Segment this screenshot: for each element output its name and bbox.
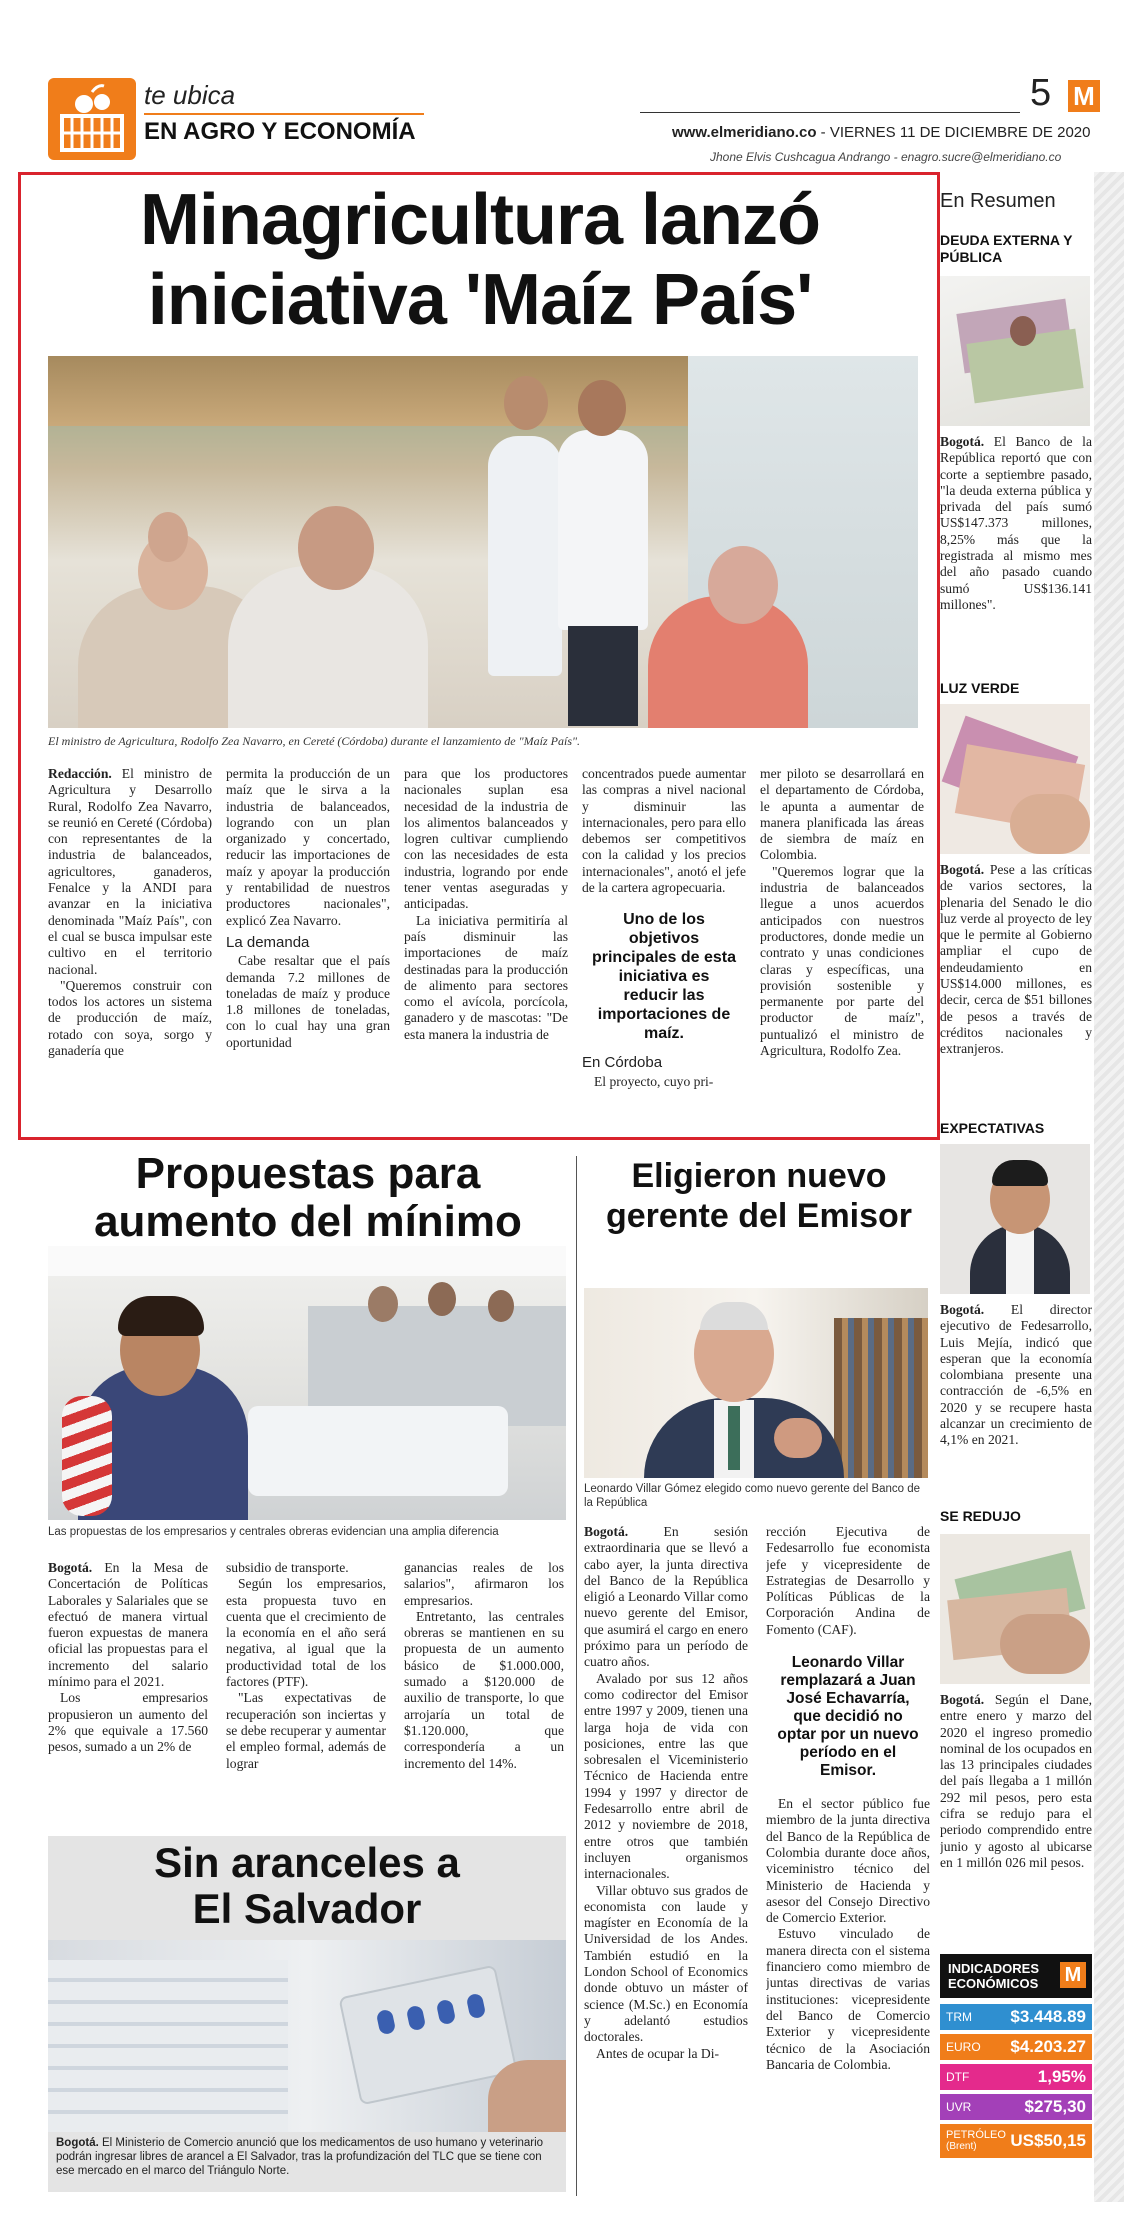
sidebar-item-1-body: El Banco de la República reportó que con corte a septiembre pasado, "la deuda externa pública y privada del país sumó US$147.373 millones, 8,25% más que la registrada al mismo mes del año pasado cuando sumó US$136.141 millones". xyxy=(940,434,1092,612)
article4-body xyxy=(584,1524,930,2184)
sidebar-item-2-body: Pese a las críticas de varios sectores, la plenaria del Senado le dio luz verde al proyecto de ley que le permite al Gobierno ampliar el cupo de endeudamiento en US$14.000 millones, es decir, cerca de $51 billones de pesos a través de créditos nacionales y extranjeros. xyxy=(940,862,1092,1057)
indicator-euro-value: $4.203.27 xyxy=(1010,2037,1086,2056)
main-col-2 xyxy=(226,766,390,1130)
sidebar-item-2-heading: LUZ VERDE xyxy=(940,680,1020,696)
sidebar-item-4-photo xyxy=(940,1534,1090,1684)
article2-photo xyxy=(48,1246,566,1520)
article2-caption: Las propuestas de los empresarios y centrales obreras evidencian una amplia diferencia xyxy=(48,1526,499,1538)
main-col-3 xyxy=(404,766,568,1130)
main-col-5 xyxy=(760,766,924,1130)
article4-col1-p2: Avalado por sus 12 años como codirector del Emisor entre 1997 y 2009, tienen una larga hoja de vida con posiciones, entre las que sobresalen el Viceministerio Técnico de Hacienda entre 1994 y 1997 y director de Fedesarrollo entre abril de 2012 y noviembre de 2018, entre otros que también incluyen organismos internacionales. xyxy=(584,1670,748,1882)
article2-headline xyxy=(48,1150,568,1246)
article2-headline-line2: aumento del mínimo xyxy=(94,1197,522,1246)
issue-date: VIERNES 11 DE DICIEMBRE DE 2020 xyxy=(829,124,1091,141)
sidebar-pattern xyxy=(1094,172,1124,2202)
main-pullquote: Uno de los objetivos principales de esta iniciativa es reducir las importaciones de maíz. xyxy=(591,911,737,1043)
sidebar-item-1-photo xyxy=(940,276,1090,426)
main-col4-p2: El proyecto, cuyo pri- xyxy=(594,1073,714,1089)
indicator-petroleo-sublabel: (Brent) xyxy=(946,2141,977,2152)
article4-col1-p3: Villar obtuvo sus grados de economista con laude y magíster en Economía de la Universidad de los Andes. También estudió en la London School of Economics donde obtuvo un máster of science (M.Sc.) en Economía y adelantó estudios doctorales. xyxy=(584,1882,748,2045)
article3-photo xyxy=(48,1940,566,2132)
indicator-dtf-label: DTF xyxy=(946,2070,970,2084)
main-col5-p1: mer piloto se desarrollará en el departamento de Córdoba, le apunta a aumentar de manera planificada las áreas de siembra de maíz en Colombia. xyxy=(760,766,924,863)
article2-col1-p1: En la Mesa de Concertación de Políticas Laborales y Salariales que se efectuó de manera virtual fueron expuestas de manera oficial las propuestas para el incremento del salario mínimo para el 2021. xyxy=(48,1560,208,1690)
article4-col-2 xyxy=(766,1524,930,2184)
main-photo-caption: El ministro de Agricultura, Rodolfo Zea Navarro, en Cereté (Córdoba) durante el lanzamiento de "Maíz País". xyxy=(48,734,581,748)
main-col1-p2: "Queremos construir con todos los actores un sistema de producción de maíz, rotado con soya, sorgo y ganadería que xyxy=(48,977,212,1059)
article2-headline-line1: Propuestas para xyxy=(135,1149,481,1198)
indicator-uvr xyxy=(940,2094,1092,2120)
article4-headline-line2: gerente del Emisor xyxy=(605,1197,913,1235)
sidebar-item-2-lead: Bogotá. xyxy=(940,862,985,877)
article3-caption-lead: Bogotá. xyxy=(56,2137,99,2149)
indicator-dtf xyxy=(940,2064,1092,2090)
article2-col2-p2: Según los empresarios, esta propuesta tuvo en cuenta que el crecimiento de la economía en el año será negativa, al igual que la productividad total de los factores (PTF). xyxy=(226,1576,386,1690)
article2-col2-p3: "Las expectativas de recuperación son inciertas y se debe recuperar y aumentar el empleo formal, además de lograr xyxy=(226,1690,386,1771)
article4-lead: Bogotá. xyxy=(584,1524,629,1539)
indicator-trm-label: TRM xyxy=(946,2010,972,2024)
sidebar-item-2-photo xyxy=(940,704,1090,854)
article4-col1-p1: En sesión extraordinaria que se llevó a cabo ayer, la junta directiva del Banco de la República eligió a Leonardo Villar como nuevo gerente del Emisor, que asumirá el cargo en enero próximo para un período de cuatro años. xyxy=(584,1524,748,1670)
article2-col-1 xyxy=(48,1560,208,1844)
main-headline-line1: Minagricultura lanzó xyxy=(139,180,821,260)
main-subhead-cordoba: En Córdoba xyxy=(582,1054,663,1072)
main-col-4 xyxy=(582,766,746,1130)
indicator-petroleo-label: PETRÓLEO xyxy=(946,2129,1006,2141)
main-body xyxy=(48,766,924,1130)
main-lead: Redacción. xyxy=(48,766,112,781)
page-number: 5 xyxy=(1030,72,1052,114)
main-col2-p2: Cabe resaltar que el país demanda 7.2 millones de toneladas de maíz y produce 1.8 millones de toneladas, con lo cual hay una gran oportunidad xyxy=(226,953,390,1050)
section-logo xyxy=(48,78,136,160)
sidebar-title: En Resumen xyxy=(940,190,1056,212)
indicator-uvr-value: $275,30 xyxy=(1024,2097,1086,2116)
main-subhead-demand: La demanda xyxy=(226,933,310,951)
main-photo xyxy=(48,356,918,728)
sidebar-item-1-text xyxy=(940,434,1092,664)
section-name: EN AGRO Y ECONOMÍA xyxy=(144,118,416,145)
indicator-trm xyxy=(940,2004,1092,2030)
main-col-1 xyxy=(48,766,212,1130)
sidebar-item-3-lead: Bogotá. xyxy=(940,1302,985,1317)
article3-headline-line2: El Salvador xyxy=(192,1885,422,1932)
sidebar-item-4-heading: SE REDUJO xyxy=(940,1508,1021,1524)
sidebar-item-4-text xyxy=(940,1692,1092,1952)
indicator-petroleo xyxy=(940,2124,1092,2158)
indicator-dtf-value: 1,95% xyxy=(1037,2067,1086,2086)
article3-headline xyxy=(48,1840,566,1932)
sidebar-item-3-text xyxy=(940,1302,1092,1502)
article3-headline-line1: Sin aranceles a xyxy=(154,1839,460,1886)
indicators-title-2: ECONÓMICOS xyxy=(948,1976,1039,1991)
section-rule xyxy=(144,113,424,115)
site-url: www.elmeridiano.co xyxy=(672,124,817,141)
article4-headline-line1: Eligieron nuevo xyxy=(631,1157,887,1195)
article2-col-2 xyxy=(226,1560,386,1844)
brand-logo: M xyxy=(1068,80,1100,112)
main-col5-p2: "Queremos lograr que la industria de balanceados llegue a unos acuerdos anticipados con nuestros productores, donde medie un contrato y unas condiciones claras y específicas, una provisión sostenible y permanente por parte del productor de maíz", puntualizó el ministro de Agricultura, Rodolfo Zea. xyxy=(760,863,924,1059)
column-divider xyxy=(576,1156,577,2196)
header-rule xyxy=(640,112,1020,113)
article2-col-3 xyxy=(404,1560,564,1844)
indicator-euro-label: EURO xyxy=(946,2040,981,2054)
article2-col3-p1: ganancias reales de los salarios", afirmaron los empresarios. xyxy=(404,1560,564,1608)
sidebar-item-2-text xyxy=(940,862,1092,1112)
article3-caption xyxy=(56,2136,562,2178)
dateline: www.elmeridiano.co - VIERNES 11 DE DICIEMBRE DE 2020 xyxy=(672,124,1091,141)
sidebar-item-4-body: Según el Dane, entre enero y marzo del 2020 el ingreso promedio nominal de los ocupados en las 13 principales ciudades del país llegaba a 1 millón 292 mil pesos, pero esta cifra se redujo para el periodo comprendido entre junio y agosto al ubicarse en 1 millón 026 mil pesos. xyxy=(940,1692,1092,1870)
article3-caption-text: El Ministerio de Comercio anunció que los medicamentos de uso humano y veterinario podrán ingresar libres de arancel a El Salvador, tras la profundización del TLC que se tiene con ese mercado en el marco del Triángulo Norte. xyxy=(56,2137,544,2177)
indicator-trm-value: $3.448.89 xyxy=(1010,2007,1086,2026)
article2-col3-p2: Entretanto, las centrales obreras se mantienen en su propuesta de un aumento básico de $1.000.000, sumado a $120.000 de auxilio de transporte, lo que arrojaría un total de $1.120.000, que correspondería a un incremento del 14%. xyxy=(404,1608,564,1771)
main-headline-line2: iniciativa 'Maíz País' xyxy=(147,260,813,340)
article4-col2-p1: rección Ejecutiva de Fedesarrollo fue economista jefe y vicepresidente de Estrategias de Desarrollo y Políticas Públicas de la Corporación Andina de Fomento (CAF). xyxy=(766,1524,930,1637)
sidebar-item-3-heading: EXPECTATIVAS xyxy=(940,1120,1045,1136)
article4-col2-p2: En el sector público fue miembro de la junta directiva del Banco de la República de Colombia durante doce años, viceministro técnico del Ministerio de Hacienda y asesor del Consejo Directivo de Comercio Exterior. xyxy=(766,1796,930,1926)
article4-col2-p3: Estuvo vinculado de manera directa con el sistema financiero como miembro de juntas directivas de varias instituciones: vicepresidente del Banco de Comercio Exterior y vicepresidente técnico de la Asociación Bancaria de Colombia. xyxy=(766,1926,930,2072)
indicator-euro xyxy=(940,2034,1092,2060)
article2-lead: Bogotá. xyxy=(48,1560,93,1575)
indicators-logo: M xyxy=(1060,1962,1086,1988)
indicators-title-1: INDICADORES xyxy=(948,1961,1040,1976)
indicator-uvr-label: UVR xyxy=(946,2100,972,2114)
main-col3-p1: para que los productores nacionales suplan esa necesidad de la industria de los alimentos balanceados y logren cultivar cumpliendo con las necesidades de esta industria, logrando por ende tener ventas aseguradas y anticipadas. xyxy=(404,766,568,912)
main-col4-p1: concentrados puede aumentar las compras a nivel nacional y disminuir las internacionales, pero para ello debemos ser competitivos con la calidad y los precios internacionales", anotó el jefe de la cartera agropecuaria. xyxy=(582,766,746,896)
article4-pullquote: Leonardo Villar remplazará a Juan José Echavarría, que decidió no optar por un nuevo período en el Emisor. xyxy=(777,1654,919,1780)
article4-col-1 xyxy=(584,1524,748,2184)
main-col2-p1: permita la producción de un maíz que le sirva a la industria de balanceados, logrando con un plan organizado y concertado, reducir las importaciones de maíz y apoyar la producción y rentabilidad de nuestros productores nacionales", explicó Zea Navarro. xyxy=(226,766,390,928)
byline: Jhone Elvis Cushcagua Andrango - enagro.sucre@elmeridiano.co xyxy=(710,150,1062,164)
main-headline xyxy=(30,180,930,340)
article2-body xyxy=(48,1560,568,1844)
sidebar-item-4-lead: Bogotá. xyxy=(940,1692,985,1707)
sidebar-item-3-body: El director ejecutivo de Fedesarrollo, Luis Mejía, indicó que esperan que la economía colombiana presente una contracción de -6,5% en 2020 y se recupere hasta alcanzar un crecimiento de 4,1% en 2021. xyxy=(940,1302,1092,1448)
article2-col1-p2: Los empresarios propusieron un aumento del 2% que equivale a 17.560 pesos, sumado a un 2% de xyxy=(48,1690,208,1755)
basket-icon xyxy=(48,78,136,160)
article4-caption: Leonardo Villar Gómez elegido como nuevo gerente del Banco de la República xyxy=(584,1483,921,1509)
sidebar-item-1-lead: Bogotá. xyxy=(940,434,985,449)
article4-photo xyxy=(584,1288,928,1478)
article4-headline xyxy=(584,1156,934,1236)
article4-col1-p4: Antes de ocupar la Di- xyxy=(596,2045,720,2061)
sidebar-item-3-photo xyxy=(940,1144,1090,1294)
article2-col2-p1: subsidio de transporte. xyxy=(226,1560,349,1575)
section-tagline: te ubica xyxy=(144,80,236,110)
sidebar-item-1-heading: DEUDA EXTERNA Y PÚBLICA xyxy=(940,232,1073,265)
main-col3-p2: La iniciativa permitiría al país disminuir las importaciones de maíz destinadas para la producción de alimento para sectores como el avícola, porcícola, ganadero y de mascotas: "De esta manera la industria de xyxy=(404,912,568,1042)
indicator-petroleo-value: US$50,15 xyxy=(1010,2131,1086,2150)
main-col1-p1: El ministro de Agricultura y Desarrollo Rural, Rodolfo Zea Navarro, se reunió en Cereté (Córdoba) con representantes de la industria de balanceados, agricultores, ganaderos, Fenalce y la ANDI para avanzar en la iniciativa denominada "Maíz País", con el cual se busca impulsar este cultivo en el territorio nacional. xyxy=(48,766,212,977)
